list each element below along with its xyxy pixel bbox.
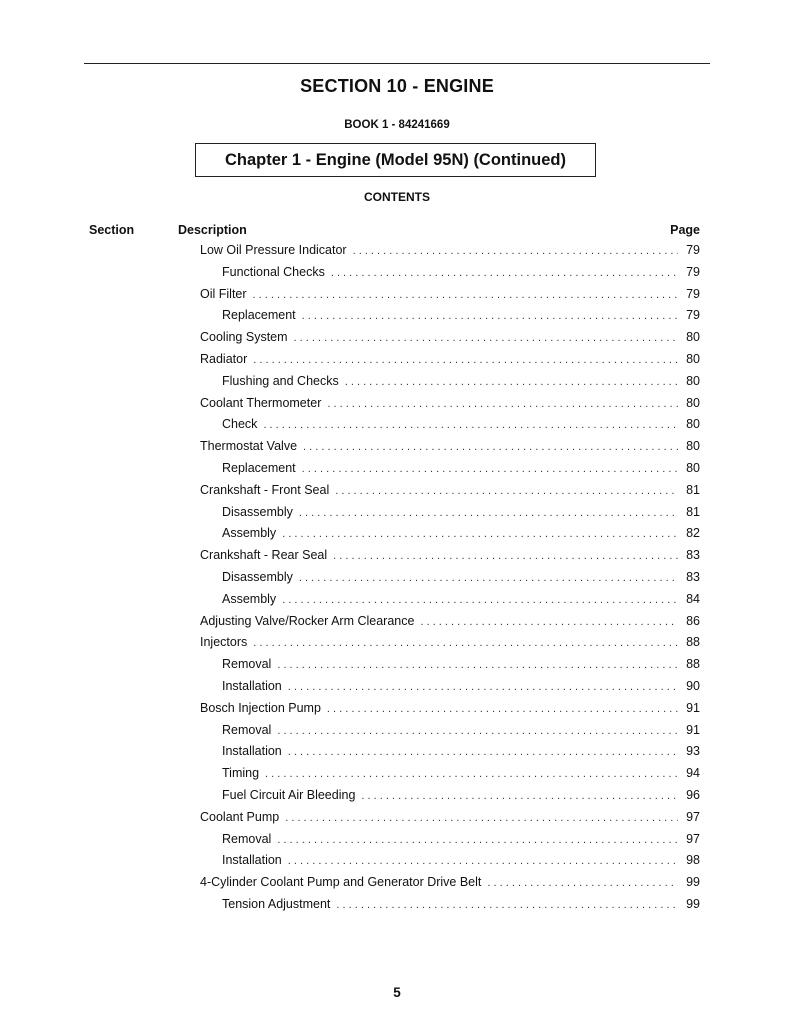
- toc-entry-page: 84: [686, 591, 700, 606]
- toc-entry[interactable]: [200, 788, 700, 810]
- toc-entry-page: 83: [686, 548, 700, 563]
- toc-entry[interactable]: [200, 723, 700, 745]
- toc-entry[interactable]: [200, 657, 700, 679]
- chapter-title: Chapter 1 - Engine (Model 95N) (Continued): [195, 143, 596, 177]
- toc-entry-label: Replacement: [222, 460, 296, 475]
- toc-entry-page: 91: [686, 700, 700, 715]
- dot-leader: [331, 267, 678, 279]
- dot-leader: [302, 463, 678, 475]
- dot-leader: [335, 485, 678, 497]
- toc-entry[interactable]: [200, 374, 700, 396]
- toc-entry[interactable]: [200, 853, 700, 875]
- toc-entry[interactable]: [200, 614, 700, 636]
- contents-heading: CONTENTS: [364, 190, 430, 204]
- toc-entry-label: Thermostat Valve: [200, 439, 298, 454]
- toc-entry-label: Cooling System: [200, 330, 288, 345]
- toc-entry[interactable]: [200, 526, 700, 548]
- toc-entry[interactable]: [200, 744, 700, 766]
- toc-entry[interactable]: [200, 548, 700, 570]
- toc-entry-page: 99: [686, 896, 700, 911]
- toc-entry-label: Removal: [222, 831, 272, 846]
- dot-leader: [487, 877, 678, 889]
- toc-entry-label: Bosch Injection Pump: [200, 700, 321, 715]
- toc-entry-label: Installation: [222, 853, 282, 868]
- toc-entry-page: 80: [686, 373, 700, 388]
- toc-entry[interactable]: [200, 243, 700, 265]
- dot-leader: [361, 790, 678, 802]
- dot-leader: [288, 746, 678, 758]
- toc-entry-label: Fuel Circuit Air Bleeding: [222, 787, 356, 802]
- toc-entry[interactable]: [200, 287, 700, 309]
- toc-entry-label: Coolant Pump: [200, 809, 280, 824]
- toc-entry-label: Oil Filter: [200, 286, 247, 301]
- toc-entry[interactable]: [200, 810, 700, 832]
- toc-entry[interactable]: [200, 461, 700, 483]
- toc-entry-page: 79: [686, 286, 700, 301]
- book-number: BOOK 1 - 84241669: [344, 119, 450, 131]
- dot-leader: [327, 703, 678, 715]
- toc-entry-page: 80: [686, 351, 700, 366]
- toc-entry-label: Installation: [222, 744, 282, 759]
- dot-leader: [253, 289, 678, 301]
- toc-entry-page: 90: [686, 678, 700, 693]
- toc-entry[interactable]: [200, 875, 700, 897]
- toc-entry-page: 80: [686, 395, 700, 410]
- toc-entry[interactable]: [200, 635, 700, 657]
- dot-leader: [277, 659, 678, 671]
- toc-entry-label: Timing: [222, 766, 260, 781]
- toc-entry-label: Injectors: [200, 635, 248, 650]
- toc-entry[interactable]: [200, 766, 700, 788]
- dot-leader: [353, 245, 678, 257]
- toc-entry-page: 93: [686, 744, 700, 759]
- toc-entry-page: 97: [686, 831, 700, 846]
- toc-entry-page: 79: [686, 243, 700, 257]
- toc-entry-label: Disassembly: [222, 569, 293, 584]
- column-header-section: Section: [89, 223, 135, 237]
- toc-entry-page: 80: [686, 330, 700, 345]
- toc-entry-label: Low Oil Pressure Indicator: [200, 243, 347, 257]
- toc-entry-label: 4-Cylinder Coolant Pump and Generator Drive Belt: [200, 875, 482, 890]
- page-number: 5: [393, 985, 401, 1000]
- toc-entry-label: Crankshaft - Front Seal: [200, 482, 330, 497]
- toc-entry[interactable]: [200, 570, 700, 592]
- toc-entry-page: 83: [686, 569, 700, 584]
- toc-entry-label: Tension Adjustment: [222, 896, 331, 911]
- toc-entry-label: Functional Checks: [222, 264, 325, 279]
- toc-entry-label: Removal: [222, 722, 272, 737]
- dot-leader: [282, 528, 678, 540]
- toc-entry[interactable]: [200, 330, 700, 352]
- dot-leader: [288, 855, 678, 867]
- toc-entry-label: Coolant Thermometer: [200, 395, 322, 410]
- dot-leader: [288, 681, 678, 693]
- toc-entry-page: 79: [686, 264, 700, 279]
- toc-entry[interactable]: [200, 679, 700, 701]
- toc-entry-page: 98: [686, 853, 700, 868]
- toc-entry[interactable]: [200, 308, 700, 330]
- toc-entry-page: 99: [686, 875, 700, 890]
- toc-entry[interactable]: [200, 897, 700, 919]
- toc-entry-page: 88: [686, 657, 700, 672]
- toc-entry-label: Adjusting Valve/Rocker Arm Clearance: [200, 613, 415, 628]
- toc-entry[interactable]: [200, 417, 700, 439]
- toc-entry-label: Crankshaft - Rear Seal: [200, 548, 328, 563]
- dot-leader: [333, 550, 678, 562]
- dot-leader: [327, 398, 678, 410]
- dot-leader: [420, 616, 678, 628]
- toc-entry-label: Check: [222, 417, 258, 432]
- dot-leader: [253, 354, 678, 366]
- toc-entry-page: 97: [686, 809, 700, 824]
- toc-entry-page: 80: [686, 417, 700, 432]
- toc-entry[interactable]: [200, 396, 700, 418]
- section-title: SECTION 10 - ENGINE: [300, 76, 494, 96]
- dot-leader: [345, 376, 678, 388]
- toc-entry-page: 86: [686, 613, 700, 628]
- toc-entry-page: 91: [686, 722, 700, 737]
- toc-entry-label: Radiator: [200, 351, 248, 366]
- toc-entry-label: Replacement: [222, 308, 296, 323]
- toc-entry[interactable]: [200, 439, 700, 461]
- dot-leader: [253, 637, 678, 649]
- dot-leader: [303, 441, 678, 453]
- toc-entry-page: 88: [686, 635, 700, 650]
- toc-entry-page: 94: [686, 766, 700, 781]
- toc-entry-page: 80: [686, 460, 700, 475]
- column-header-page: Page: [670, 223, 700, 237]
- toc-entry[interactable]: [200, 352, 700, 374]
- toc-entry-label: Disassembly: [222, 504, 293, 519]
- dot-leader: [299, 507, 678, 519]
- dot-leader: [302, 310, 678, 322]
- toc-entry-label: Flushing and Checks: [222, 373, 339, 388]
- toc-entry[interactable]: [200, 832, 700, 854]
- toc-entry-label: Installation: [222, 678, 282, 693]
- dot-leader: [277, 725, 678, 737]
- toc-entry[interactable]: [200, 592, 700, 614]
- toc-entry-label: Assembly: [222, 526, 277, 541]
- toc-entry-page: 80: [686, 439, 700, 454]
- toc-entry[interactable]: [200, 505, 700, 527]
- dot-leader: [336, 899, 678, 911]
- toc-entry-label: Removal: [222, 657, 272, 672]
- toc-entry-label: Assembly: [222, 591, 277, 606]
- table-of-contents: [200, 243, 700, 919]
- toc-entry-page: 82: [686, 526, 700, 541]
- toc-entry-page: 81: [686, 482, 700, 497]
- toc-entry[interactable]: [200, 265, 700, 287]
- toc-entry-page: 81: [686, 504, 700, 519]
- dot-leader: [282, 594, 678, 606]
- dot-leader: [277, 834, 678, 846]
- dot-leader: [265, 768, 678, 780]
- column-header-description: Description: [178, 223, 247, 237]
- dot-leader: [285, 812, 678, 824]
- toc-entry-page: 79: [686, 308, 700, 323]
- toc-entry[interactable]: [200, 701, 700, 723]
- dot-leader: [299, 572, 678, 584]
- top-rule: [84, 63, 710, 64]
- toc-entry-page: 96: [686, 787, 700, 802]
- dot-leader: [294, 332, 678, 344]
- dot-leader: [263, 419, 678, 431]
- toc-entry[interactable]: [200, 483, 700, 505]
